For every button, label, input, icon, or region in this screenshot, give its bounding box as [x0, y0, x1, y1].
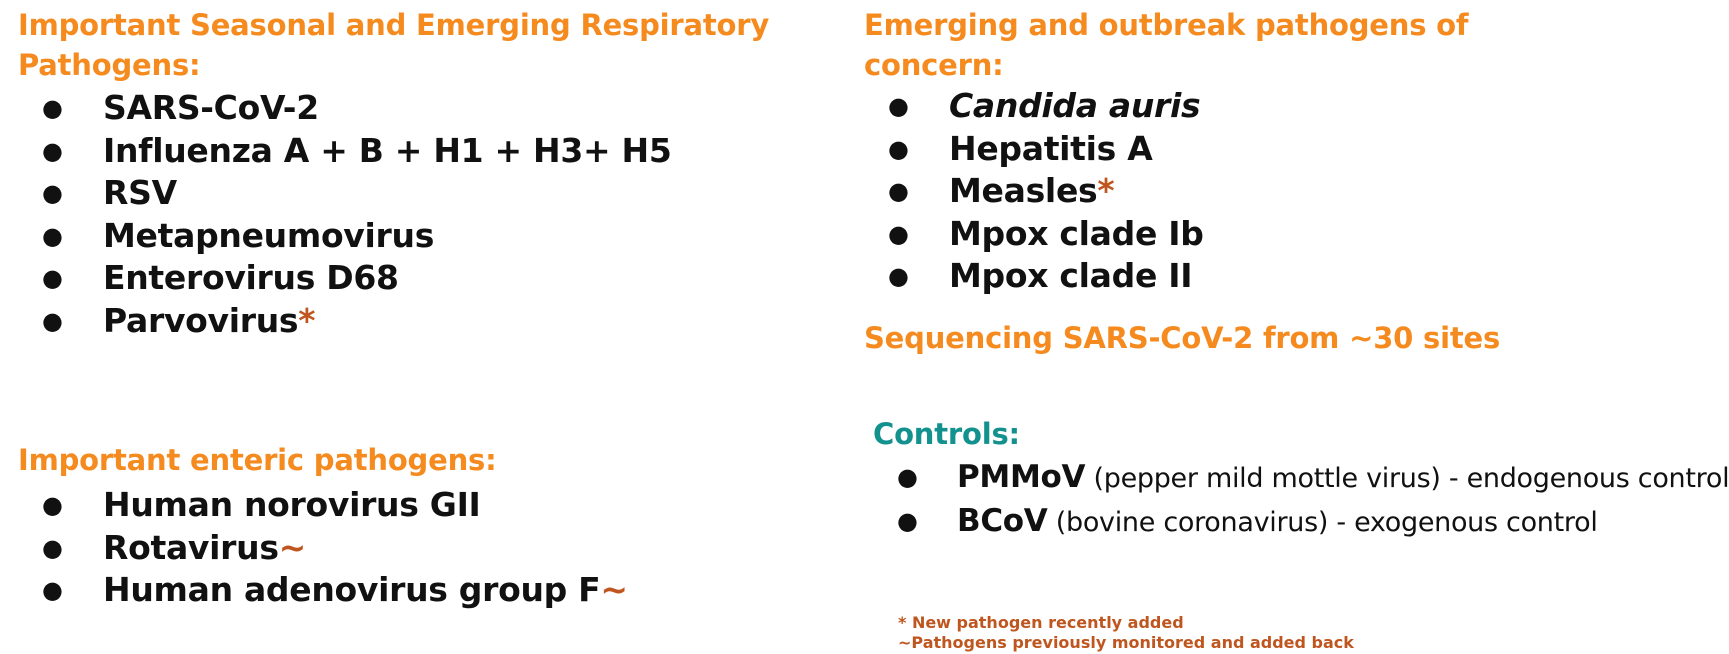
list-item	[18, 569, 798, 612]
enteric-heading: Important enteric pathogens:	[18, 443, 497, 477]
bullet-icon: ●	[42, 576, 63, 604]
enteric-section	[18, 440, 798, 612]
list-item	[864, 85, 1504, 128]
emerging-heading: Emerging and outbreak pathogens of concern:	[864, 8, 1469, 82]
bullet-icon: ●	[888, 92, 909, 120]
pathogen-name: Mpox clade II	[949, 256, 1193, 295]
bullet-icon: ●	[888, 219, 909, 248]
bullet-icon: ●	[888, 134, 909, 163]
sequencing-section	[864, 318, 1564, 358]
bullet-icon: ●	[42, 306, 63, 335]
pathogen-name: Measles	[949, 171, 1098, 210]
list-item	[18, 87, 798, 130]
list-item	[18, 130, 798, 173]
footnote-new: * New pathogen recently added	[898, 613, 1184, 632]
footnote-added-back: ~Pathogens previously monitored and added back	[898, 633, 1354, 652]
control-name: BCoV	[957, 503, 1048, 539]
respiratory-section	[18, 5, 798, 342]
enteric-list	[18, 484, 798, 612]
pathogen-name: Rotavirus	[103, 527, 279, 567]
pathogen-name: Parvovirus	[103, 300, 299, 340]
pathogen-name: SARS-CoV-2	[103, 88, 319, 127]
pathogen-marker: *	[1097, 171, 1115, 210]
list-item	[18, 215, 798, 258]
pathogen-marker: ~	[278, 527, 307, 567]
emerging-section	[864, 5, 1504, 298]
bullet-icon: ●	[897, 507, 918, 535]
bullet-icon: ●	[42, 491, 63, 519]
list-item	[873, 456, 1729, 500]
pathogen-name: Metapneumovirus	[103, 215, 435, 255]
pathogen-marker: ~	[600, 570, 628, 609]
pathogen-name: Hepatitis A	[949, 128, 1153, 168]
emerging-list	[864, 85, 1504, 298]
bullet-icon: ●	[42, 179, 63, 207]
control-description: (pepper mild mottle virus) - endogenous control	[1085, 463, 1729, 494]
controls-section	[873, 414, 1729, 544]
controls-heading: Controls:	[873, 417, 1020, 451]
pathogen-name: Mpox clade Ib	[949, 213, 1204, 253]
bullet-icon: ●	[888, 177, 909, 205]
footnotes	[898, 613, 1354, 653]
bullet-icon: ●	[42, 94, 63, 122]
pathogen-name: Human norovirus GII	[103, 485, 481, 524]
control-description: (bovine coronavirus) - exogenous control	[1047, 507, 1598, 538]
bullet-icon: ●	[42, 533, 63, 562]
bullet-icon: ●	[42, 221, 63, 250]
list-item	[864, 170, 1504, 213]
list-item	[18, 257, 798, 300]
pathogen-name: RSV	[103, 173, 177, 212]
pathogen-name: Enterovirus D68	[103, 258, 399, 297]
list-item	[18, 300, 798, 343]
bullet-icon: ●	[897, 463, 918, 491]
list-item	[864, 255, 1504, 298]
bullet-icon: ●	[42, 264, 63, 292]
pathogen-name: Influenza A + B + H1 + H3+ H5	[103, 130, 672, 170]
respiratory-list	[18, 87, 798, 342]
controls-list	[873, 456, 1729, 544]
bullet-icon: ●	[888, 262, 909, 290]
control-name: PMMoV	[957, 459, 1086, 495]
pathogen-name: Human adenovirus group F	[103, 570, 601, 609]
pathogen-marker: *	[298, 300, 316, 340]
respiratory-heading: Important Seasonal and Emerging Respiratory Pathogens:	[18, 8, 770, 82]
bullet-icon: ●	[42, 136, 63, 165]
list-item	[18, 484, 798, 527]
list-item	[18, 527, 798, 570]
pathogen-name: Candida auris	[949, 86, 1201, 125]
list-item	[864, 213, 1504, 256]
list-item	[864, 128, 1504, 171]
sequencing-heading: Sequencing SARS-CoV-2 from ~30 sites	[864, 321, 1501, 355]
list-item	[18, 172, 798, 215]
list-item	[873, 500, 1617, 544]
